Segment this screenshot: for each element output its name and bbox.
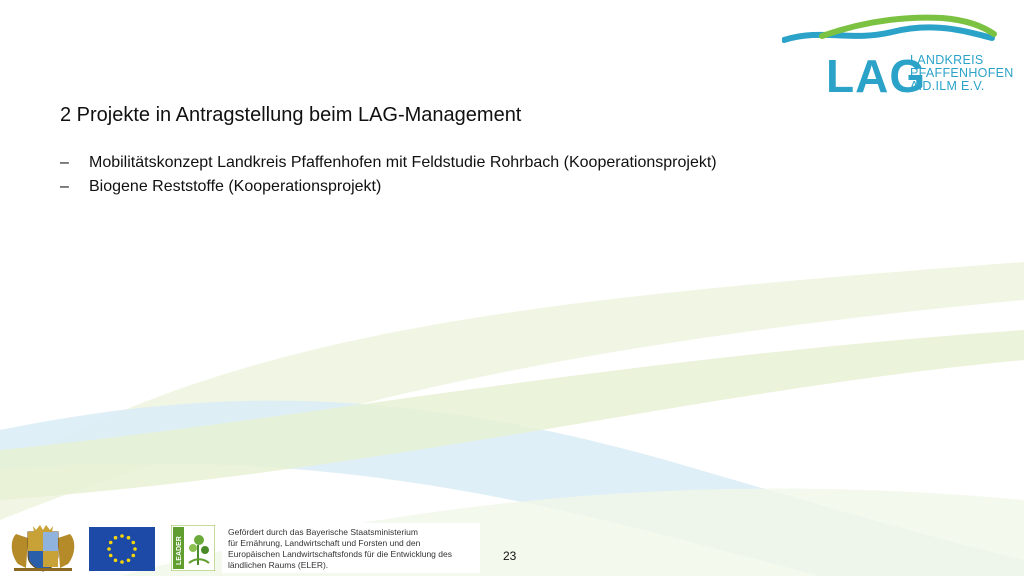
funding-line: Gefördert durch das Bayerische Staatsministerium [228,527,418,537]
slide-title: 2 Projekte in Antragstellung beim LAG-Management [60,104,522,126]
logo-line-1: LANDKREIS [910,53,984,67]
logo-waves-icon [782,12,1014,52]
logo-line-2: PFAFFENHOFEN [910,66,1014,80]
footer [0,520,1024,576]
logo-subtitle [910,54,1014,93]
lag-logo [782,12,1014,102]
funding-line: ländlichen Raums (ELER). [228,560,329,570]
bullet-marker: – [60,154,69,171]
leader-label: LEADER [176,536,183,565]
funding-notice [222,523,480,573]
bullet-marker: – [60,178,69,195]
page-number: 23 [503,549,517,563]
funding-text [228,527,452,571]
logo-wordmark: LAG [826,50,927,102]
bullet-text: Biogene Reststoffe (Kooperationsprojekt) [89,178,382,195]
bullet-text: Mobilitätskonzept Landkreis Pfaffenhofen mit Feldstudie Rohrbach (Kooperationsprojekt) [89,154,717,171]
leader-logo-icon [171,525,215,571]
bavaria-crest-icon [6,524,80,572]
eu-flag-icon [89,527,155,571]
funding-line: für Ernährung, Landwirtschaft und Forsten und den [228,538,421,548]
logo-line-3: A.D.ILM E.V. [910,79,985,93]
funding-line: Europäischen Landwirtschaftsfonds für die Entwicklung des [228,549,452,559]
